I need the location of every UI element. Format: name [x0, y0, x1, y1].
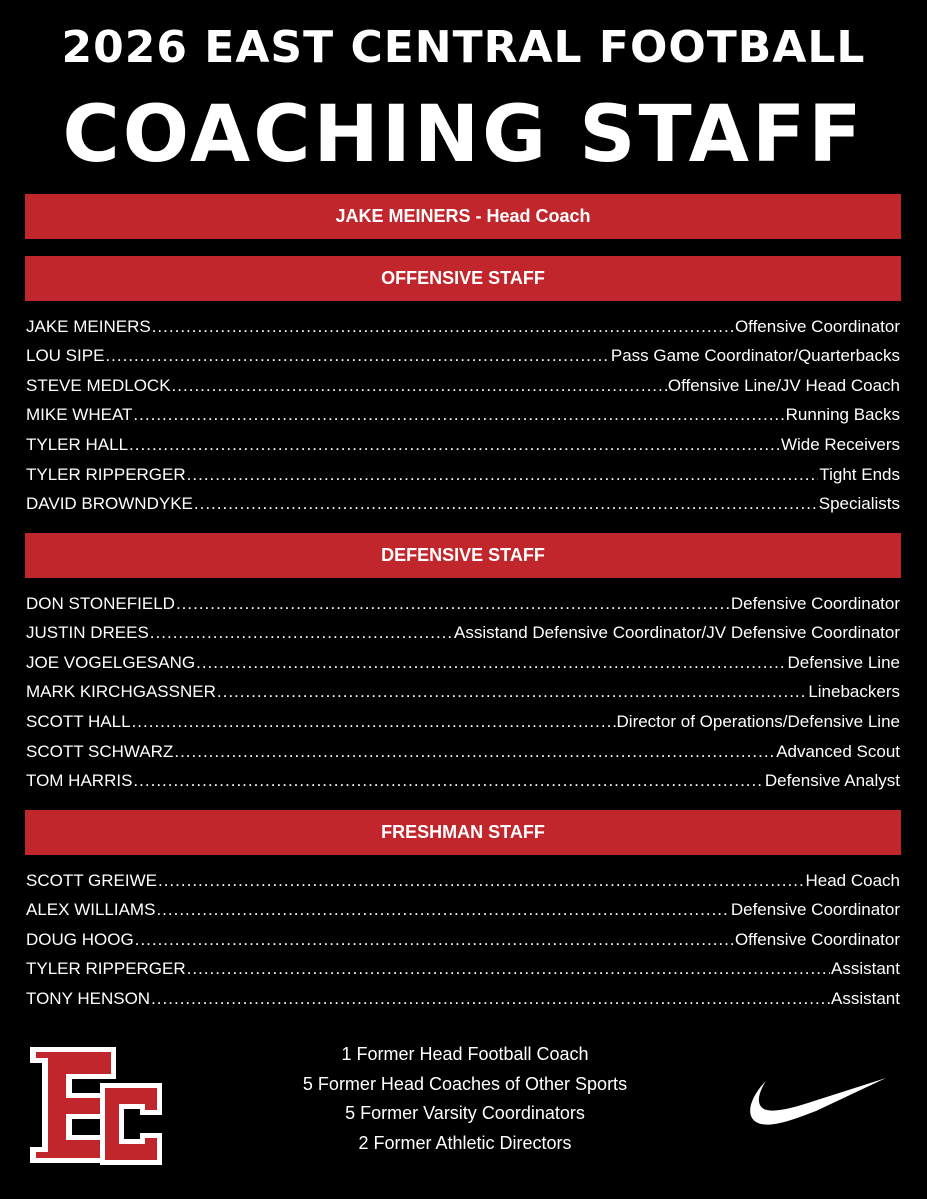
section-title-defensive: DEFENSIVE STAFF — [25, 533, 901, 578]
dot-leader — [152, 313, 734, 341]
staff-role: Offensive Line/JV Head Coach — [667, 376, 900, 395]
staff-role: Director of Operations/Defensive Line — [616, 712, 900, 731]
dot-leader — [151, 985, 830, 1013]
staff-name: TOM HARRIS — [26, 771, 133, 790]
staff-name: ALEX WILLIAMS — [26, 900, 156, 919]
title-line-1: 2026 EAST CENTRAL FOOTBALL — [61, 22, 866, 73]
staff-row — [26, 896, 900, 924]
staff-name: TYLER HALL — [26, 435, 129, 454]
dot-leader — [217, 678, 807, 706]
staff-role: Running Backs — [785, 405, 900, 424]
staff-role: Assistant — [831, 959, 900, 978]
staff-row — [26, 372, 900, 400]
staff-row — [26, 985, 900, 1013]
head-coach-bar: JAKE MEINERS - Head Coach — [25, 194, 901, 239]
staff-role: Linebackers — [808, 682, 900, 701]
staff-row — [26, 649, 900, 677]
staff-role: Assistant — [831, 989, 900, 1008]
staff-row — [26, 401, 900, 429]
staff-facts — [240, 1040, 690, 1158]
fact-item: 5 Former Varsity Coordinators — [345, 1103, 585, 1123]
nike-swoosh-icon — [746, 1073, 888, 1133]
staff-name: TONY HENSON — [26, 989, 151, 1008]
staff-name: LOU SIPE — [26, 346, 105, 365]
dot-leader — [133, 767, 763, 795]
dot-leader — [187, 461, 819, 489]
staff-row — [26, 490, 900, 518]
staff-name: MIKE WHEAT — [26, 405, 133, 424]
staff-name: JOE VOGELGESANG — [26, 653, 196, 672]
staff-name: STEVE MEDLOCK — [26, 376, 171, 395]
title-line-2: COACHING STAFF — [62, 90, 865, 180]
staff-name: SCOTT HALL — [26, 712, 131, 731]
section-title-freshman: FRESHMAN STAFF — [25, 810, 901, 855]
staff-role: Defensive Coordinator — [730, 900, 900, 919]
staff-row — [26, 342, 900, 370]
staff-row — [26, 767, 900, 795]
staff-name: TYLER RIPPERGER — [26, 465, 186, 484]
ec-school-logo-icon — [28, 1043, 168, 1172]
dot-leader — [132, 708, 616, 736]
staff-name: DOUG HOOG — [26, 930, 134, 949]
staff-row — [26, 313, 900, 341]
staff-row — [26, 461, 900, 489]
staff-role: Offensive Coordinator — [734, 930, 900, 949]
staff-name: DAVID BROWNDYKE — [26, 494, 193, 513]
staff-row — [26, 590, 900, 618]
staff-row — [26, 738, 900, 766]
staff-role: Offensive Coordinator — [734, 317, 900, 336]
fact-item: 1 Former Head Football Coach — [341, 1044, 589, 1064]
staff-role: Defensive Line — [787, 653, 900, 672]
staff-row — [26, 431, 900, 459]
staff-name: SCOTT GREIWE — [26, 871, 157, 890]
fact-item: 2 Former Athletic Directors — [358, 1132, 572, 1153]
staff-name: SCOTT SCHWARZ — [26, 742, 174, 761]
staff-row — [26, 867, 900, 895]
dot-leader — [150, 619, 453, 647]
staff-row — [26, 619, 900, 647]
staff-name: TYLER RIPPERGER — [26, 959, 186, 978]
dot-leader — [135, 926, 734, 954]
dot-leader — [133, 401, 784, 429]
dot-leader — [158, 867, 805, 895]
staff-role: Pass Game Coordinator/Quarterbacks — [610, 346, 900, 365]
dot-leader — [105, 342, 609, 370]
staff-row — [26, 955, 900, 983]
fact-item: 5 Former Head Coaches of Other Sports — [302, 1073, 628, 1094]
dot-leader — [194, 490, 818, 518]
staff-name: DON STONEFIELD — [26, 594, 175, 613]
staff-role: Head Coach — [805, 871, 900, 890]
staff-row — [26, 708, 900, 736]
staff-role: Tight Ends — [819, 465, 900, 484]
staff-role: Advanced Scout — [776, 742, 900, 761]
dot-leader — [172, 372, 667, 400]
staff-name: JUSTIN DREES — [26, 623, 149, 642]
dot-leader — [187, 955, 830, 983]
dot-leader — [196, 649, 786, 677]
section-title-offensive: OFFENSIVE STAFF — [25, 256, 901, 301]
staff-name: JAKE MEINERS — [26, 317, 151, 336]
staff-role: Specialists — [818, 494, 900, 513]
staff-row — [26, 678, 900, 706]
dot-leader — [156, 896, 729, 924]
dot-leader — [174, 738, 775, 766]
dot-leader — [129, 431, 780, 459]
staff-name: MARK KIRCHGASSNER — [26, 682, 216, 701]
staff-row — [26, 926, 900, 954]
staff-role: Defensive Coordinator — [730, 594, 900, 613]
staff-role: Assistand Defensive Coordinator/JV Defensive Coordinator — [453, 623, 900, 642]
staff-role: Defensive Analyst — [764, 771, 900, 790]
staff-role: Wide Receivers — [780, 435, 900, 454]
dot-leader — [176, 590, 730, 618]
